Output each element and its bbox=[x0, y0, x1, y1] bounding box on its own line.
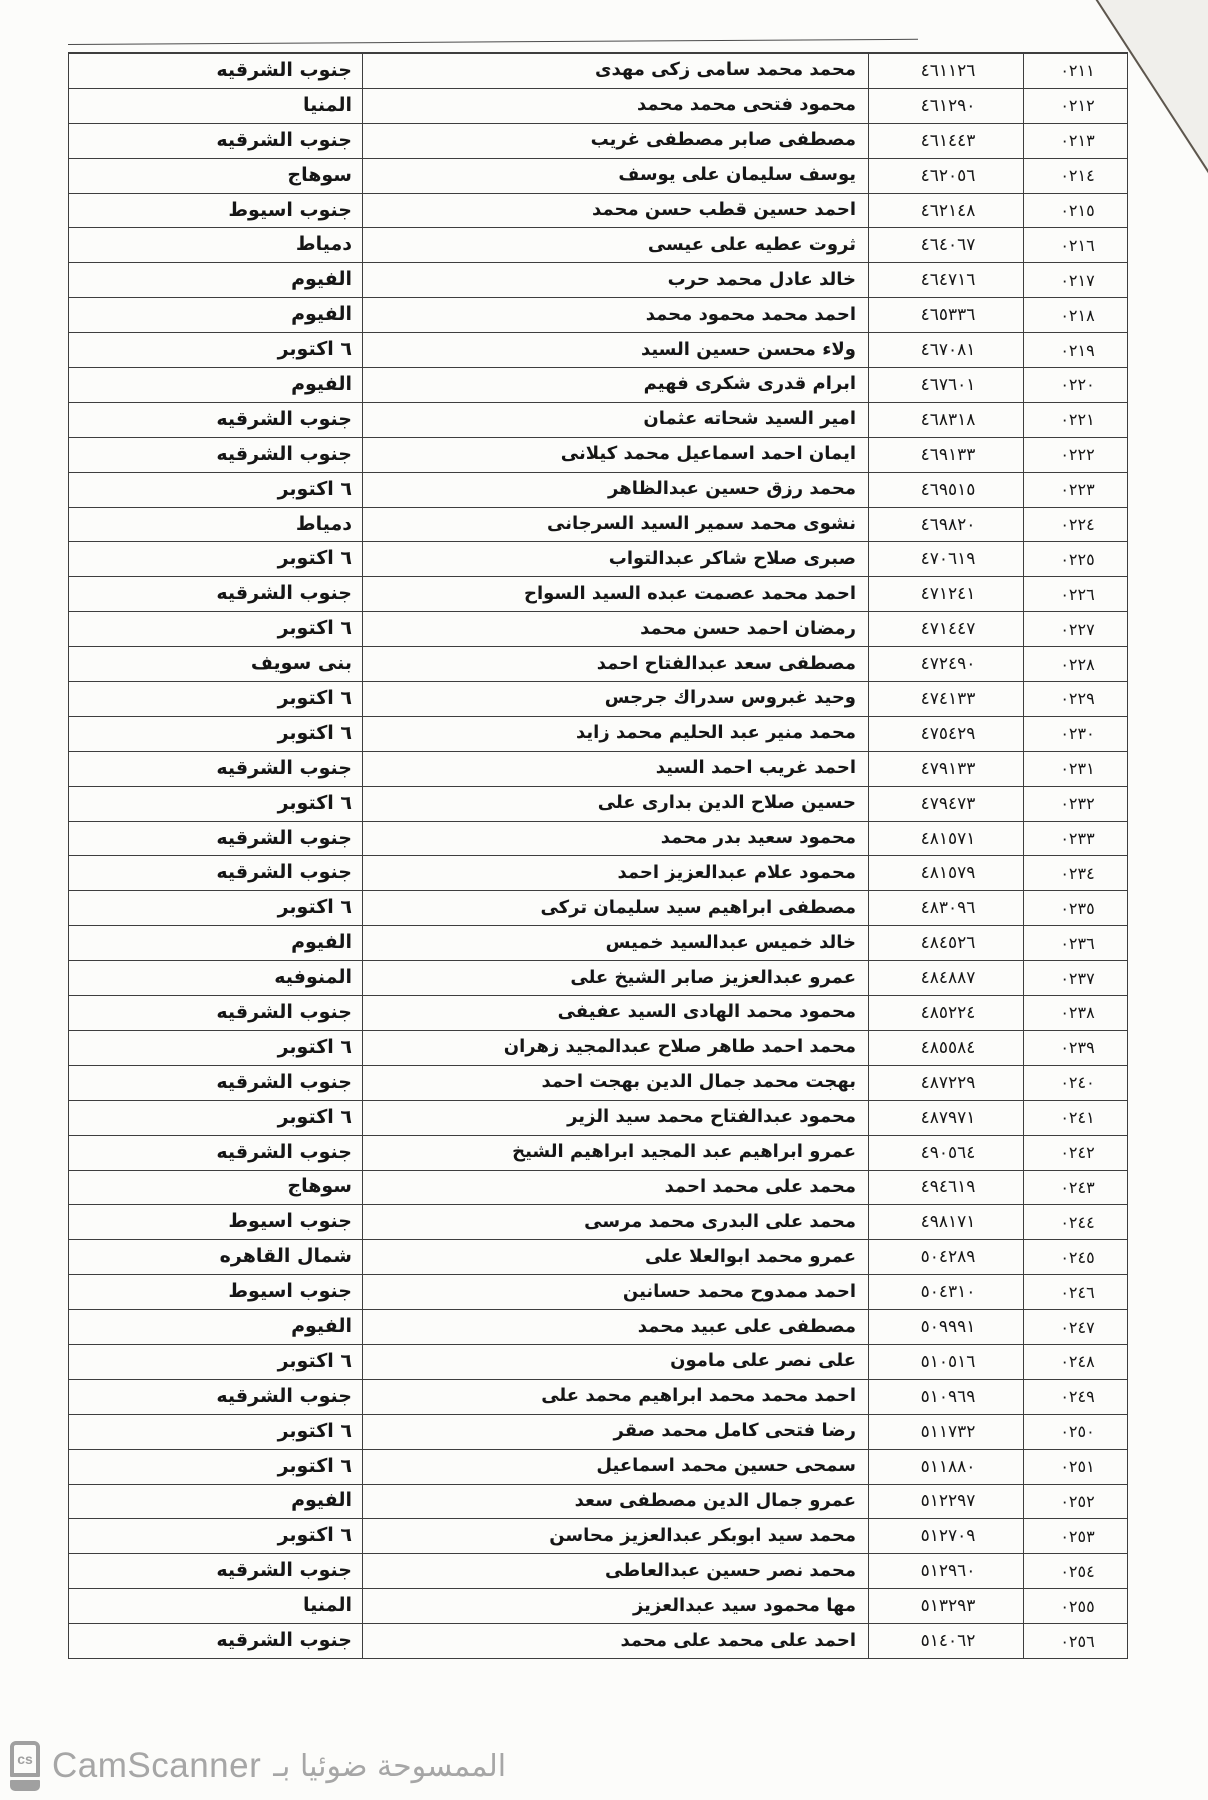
cell-name: محمود محمد الهادى السيد عفيفى bbox=[362, 996, 868, 1031]
cell-id-number: ٤٧٩١٣٣ bbox=[868, 752, 1023, 787]
cell-region: ٦ اكتوبر bbox=[68, 473, 362, 508]
table-row bbox=[68, 1624, 1128, 1659]
cell-region: المنيا bbox=[68, 1589, 362, 1624]
cell-name: محمود سعيد بدر محمد bbox=[362, 822, 868, 857]
cell-name: احمد ممدوح محمد حسانين bbox=[362, 1275, 868, 1310]
cell-serial-number: ٠٢٢٦ bbox=[1023, 577, 1128, 612]
cell-serial-number: ٠٢٤١ bbox=[1023, 1101, 1128, 1136]
cell-region: جنوب الشرقيه bbox=[68, 577, 362, 612]
cell-name: محمد منير عبد الحليم محمد زايد bbox=[362, 717, 868, 752]
table-row bbox=[68, 647, 1128, 682]
cell-region: سوهاج bbox=[68, 1171, 362, 1206]
cell-name: ولاء محسن حسين السيد bbox=[362, 333, 868, 368]
cell-serial-number: ٠٢٥٠ bbox=[1023, 1415, 1128, 1450]
cell-id-number: ٤٦٤٠٦٧ bbox=[868, 228, 1023, 263]
table-row bbox=[68, 612, 1128, 647]
cell-id-number: ٤٧١٢٤١ bbox=[868, 577, 1023, 612]
cell-region: جنوب الشرقيه bbox=[68, 1624, 362, 1659]
cell-region: دمياط bbox=[68, 508, 362, 543]
cell-serial-number: ٠٢٣٧ bbox=[1023, 961, 1128, 996]
cell-serial-number: ٠٢٣٠ bbox=[1023, 717, 1128, 752]
cell-name: مها محمود سيد عبدالعزيز bbox=[362, 1589, 868, 1624]
table-row bbox=[68, 1380, 1128, 1415]
table-row bbox=[68, 577, 1128, 612]
table-row bbox=[68, 822, 1128, 857]
camscanner-watermark bbox=[10, 1738, 508, 1794]
cell-region: جنوب الشرقيه bbox=[68, 438, 362, 473]
cell-region: ٦ اكتوبر bbox=[68, 1519, 362, 1554]
cell-serial-number: ٠٢١٨ bbox=[1023, 298, 1128, 333]
cell-name: مصطفى على عبيد محمد bbox=[362, 1310, 868, 1345]
cell-id-number: ٤٨٧٢٢٩ bbox=[868, 1066, 1023, 1101]
cell-region: ٦ اكتوبر bbox=[68, 333, 362, 368]
cell-serial-number: ٠٢٢١ bbox=[1023, 403, 1128, 438]
cell-region: جنوب الشرقيه bbox=[68, 54, 362, 89]
cell-region: ٦ اكتوبر bbox=[68, 682, 362, 717]
cell-serial-number: ٠٢٢٢ bbox=[1023, 438, 1128, 473]
cell-id-number: ٤٩٤٦١٩ bbox=[868, 1171, 1023, 1206]
cell-region: دمياط bbox=[68, 228, 362, 263]
cell-id-number: ٤٦٢٠٥٦ bbox=[868, 159, 1023, 194]
table-row bbox=[68, 856, 1128, 891]
table-row bbox=[68, 228, 1128, 263]
cell-serial-number: ٠٢٤٧ bbox=[1023, 1310, 1128, 1345]
cell-serial-number: ٠٢١٣ bbox=[1023, 124, 1128, 159]
cell-name: احمد محمد عصمت عبده السيد السواح bbox=[362, 577, 868, 612]
cell-id-number: ٤٦٨٣١٨ bbox=[868, 403, 1023, 438]
cell-id-number: ٤٦٥٣٣٦ bbox=[868, 298, 1023, 333]
cell-name: احمد على محمد على محمد bbox=[362, 1624, 868, 1659]
cell-region: جنوب اسيوط bbox=[68, 1205, 362, 1240]
cell-id-number: ٥١٢٧٠٩ bbox=[868, 1519, 1023, 1554]
cell-name: خالد خميس عبدالسيد خميس bbox=[362, 926, 868, 961]
cell-id-number: ٤٨٣٠٩٦ bbox=[868, 891, 1023, 926]
cell-id-number: ٤٩٨١٧١ bbox=[868, 1205, 1023, 1240]
table-row bbox=[68, 403, 1128, 438]
cell-serial-number: ٠٢٥٥ bbox=[1023, 1589, 1128, 1624]
cell-serial-number: ٠٢١٢ bbox=[1023, 89, 1128, 124]
cell-serial-number: ٠٢١٦ bbox=[1023, 228, 1128, 263]
cell-region: جنوب الشرقيه bbox=[68, 124, 362, 159]
cell-id-number: ٤٩٠٥٦٤ bbox=[868, 1136, 1023, 1171]
table-row bbox=[68, 717, 1128, 752]
cell-serial-number: ٠٢٣٣ bbox=[1023, 822, 1128, 857]
cell-id-number: ٥١٠٩٦٩ bbox=[868, 1380, 1023, 1415]
cell-id-number: ٤٨٤٥٢٦ bbox=[868, 926, 1023, 961]
cell-region: ٦ اكتوبر bbox=[68, 612, 362, 647]
cell-name: ثروت عطيه على عيسى bbox=[362, 228, 868, 263]
table-row bbox=[68, 1485, 1128, 1520]
cell-name: محمود علام عبدالعزيز احمد bbox=[362, 856, 868, 891]
cell-id-number: ٥١٣٢٩٣ bbox=[868, 1589, 1023, 1624]
cell-region: الفيوم bbox=[68, 1485, 362, 1520]
cell-region: جنوب الشرقيه bbox=[68, 822, 362, 857]
cell-serial-number: ٠٢٤٠ bbox=[1023, 1066, 1128, 1101]
table-row bbox=[68, 1240, 1128, 1275]
cell-id-number: ٤٨٤٨٨٧ bbox=[868, 961, 1023, 996]
cell-region: جنوب الشرقيه bbox=[68, 403, 362, 438]
table-row bbox=[68, 124, 1128, 159]
table-row bbox=[68, 1554, 1128, 1589]
cell-region: ٦ اكتوبر bbox=[68, 891, 362, 926]
cell-id-number: ٤٨٧٩٧١ bbox=[868, 1101, 1023, 1136]
cell-id-number: ٤٦٩٥١٥ bbox=[868, 473, 1023, 508]
cell-name: خالد عادل محمد حرب bbox=[362, 263, 868, 298]
cell-serial-number: ٠٢٣٨ bbox=[1023, 996, 1128, 1031]
cell-name: امير السيد شحاته عثمان bbox=[362, 403, 868, 438]
cell-serial-number: ٠٢٥٢ bbox=[1023, 1485, 1128, 1520]
cell-serial-number: ٠٢١٧ bbox=[1023, 263, 1128, 298]
table-row bbox=[68, 194, 1128, 229]
cell-serial-number: ٠٢٥٦ bbox=[1023, 1624, 1128, 1659]
cell-serial-number: ٠٢٢٨ bbox=[1023, 647, 1128, 682]
cell-name: احمد غريب احمد السيد bbox=[362, 752, 868, 787]
cell-id-number: ٤٦٤٧١٦ bbox=[868, 263, 1023, 298]
cell-region: جنوب الشرقيه bbox=[68, 1066, 362, 1101]
cell-id-number: ٤٨٥٢٢٤ bbox=[868, 996, 1023, 1031]
cell-id-number: ٤٦٩١٣٣ bbox=[868, 438, 1023, 473]
cell-serial-number: ٠٢٢٣ bbox=[1023, 473, 1128, 508]
cell-serial-number: ٠٢٤٩ bbox=[1023, 1380, 1128, 1415]
table-row bbox=[68, 508, 1128, 543]
cell-region: سوهاج bbox=[68, 159, 362, 194]
cell-name: عمرو ابراهيم عبد المجيد ابراهيم الشيخ bbox=[362, 1136, 868, 1171]
cell-region: ٦ اكتوبر bbox=[68, 1415, 362, 1450]
cell-id-number: ٤٧١٤٤٧ bbox=[868, 612, 1023, 647]
table-row bbox=[68, 438, 1128, 473]
cell-name: محمد احمد طاهر صلاح عبدالمجيد زهران bbox=[362, 1031, 868, 1066]
table-row bbox=[68, 1310, 1128, 1345]
cell-serial-number: ٠٢٤٢ bbox=[1023, 1136, 1128, 1171]
table-row bbox=[68, 1066, 1128, 1101]
cell-id-number: ٤٦١١٢٦ bbox=[868, 54, 1023, 89]
table-row bbox=[68, 1101, 1128, 1136]
cell-region: ٦ اكتوبر bbox=[68, 1101, 362, 1136]
cell-name: محمد على البدرى محمد مرسى bbox=[362, 1205, 868, 1240]
cell-region: جنوب الشرقيه bbox=[68, 856, 362, 891]
cell-serial-number: ٠٢٣٥ bbox=[1023, 891, 1128, 926]
scanned-with-caption: الممسوحة ضوئيا بـ bbox=[273, 1748, 507, 1784]
table-row bbox=[68, 1031, 1128, 1066]
cell-id-number: ٥١١٧٣٢ bbox=[868, 1415, 1023, 1450]
cell-name: محمود فتحى محمد محمد bbox=[362, 89, 868, 124]
cell-id-number: ٤٦٩٨٢٠ bbox=[868, 508, 1023, 543]
cell-region: جنوب الشرقيه bbox=[68, 1136, 362, 1171]
cell-name: عمرو عبدالعزيز صابر الشيخ على bbox=[362, 961, 868, 996]
cell-name: على نصر على مامون bbox=[362, 1345, 868, 1380]
cell-region: ٦ اكتوبر bbox=[68, 542, 362, 577]
cell-region: جنوب اسيوط bbox=[68, 194, 362, 229]
cell-id-number: ٤٦٧٦٠١ bbox=[868, 368, 1023, 403]
table-row bbox=[68, 752, 1128, 787]
cell-serial-number: ٠٢٥٤ bbox=[1023, 1554, 1128, 1589]
cell-name: محمد على محمد احمد bbox=[362, 1171, 868, 1206]
cell-name: رضا فتحى كامل محمد صقر bbox=[362, 1415, 868, 1450]
cell-id-number: ٥٠٩٩٩١ bbox=[868, 1310, 1023, 1345]
cell-name: محمود عبدالفتاح محمد سيد الزير bbox=[362, 1101, 868, 1136]
cell-id-number: ٤٧٥٤٢٩ bbox=[868, 717, 1023, 752]
table-row bbox=[68, 1450, 1128, 1485]
cell-name: احمد محمد محمود محمد bbox=[362, 298, 868, 333]
table-row bbox=[68, 1205, 1128, 1240]
table-row bbox=[68, 89, 1128, 124]
table-row bbox=[68, 1589, 1128, 1624]
cell-id-number: ٤٦٢١٤٨ bbox=[868, 194, 1023, 229]
cell-name: بهجت محمد جمال الدين بهجت احمد bbox=[362, 1066, 868, 1101]
cell-serial-number: ٠٢٢٥ bbox=[1023, 542, 1128, 577]
table-row bbox=[68, 263, 1128, 298]
cell-id-number: ٥١١٨٨٠ bbox=[868, 1450, 1023, 1485]
cell-serial-number: ٠٢١٤ bbox=[1023, 159, 1128, 194]
cell-serial-number: ٠٢٢٤ bbox=[1023, 508, 1128, 543]
cell-name: حسين صلاح الدين بدارى على bbox=[362, 787, 868, 822]
cell-serial-number: ٠٢٥١ bbox=[1023, 1450, 1128, 1485]
cell-region: المنيا bbox=[68, 89, 362, 124]
table-row bbox=[68, 298, 1128, 333]
cell-id-number: ٤٧٠٦١٩ bbox=[868, 542, 1023, 577]
cell-name: مصطفى ابراهيم سيد سليمان تركى bbox=[362, 891, 868, 926]
camscanner-icon-letters: cs bbox=[10, 1741, 40, 1777]
table-row bbox=[68, 1519, 1128, 1554]
camscanner-icon-base bbox=[10, 1780, 40, 1791]
cell-serial-number: ٠٢٤٨ bbox=[1023, 1345, 1128, 1380]
cell-serial-number: ٠٢٤٤ bbox=[1023, 1205, 1128, 1240]
cell-region: ٦ اكتوبر bbox=[68, 1345, 362, 1380]
cell-region: الفيوم bbox=[68, 926, 362, 961]
cell-serial-number: ٠٢١١ bbox=[1023, 54, 1128, 89]
table-row bbox=[68, 54, 1128, 89]
cell-serial-number: ٠٢١٥ bbox=[1023, 194, 1128, 229]
cell-region: جنوب اسيوط bbox=[68, 1275, 362, 1310]
cell-serial-number: ٠٢٣٩ bbox=[1023, 1031, 1128, 1066]
cell-name: رمضان احمد حسن محمد bbox=[362, 612, 868, 647]
cell-name: محمد نصر حسين عبدالعاطى bbox=[362, 1554, 868, 1589]
cell-region: الفيوم bbox=[68, 368, 362, 403]
cell-name: سمحى حسين محمد اسماعيل bbox=[362, 1450, 868, 1485]
cell-serial-number: ٠٢٤٣ bbox=[1023, 1171, 1128, 1206]
table-row bbox=[68, 1275, 1128, 1310]
cell-serial-number: ٠٢٣٢ bbox=[1023, 787, 1128, 822]
cell-region: ٦ اكتوبر bbox=[68, 1031, 362, 1066]
table-row bbox=[68, 891, 1128, 926]
cell-id-number: ٤٨٥٥٨٤ bbox=[868, 1031, 1023, 1066]
table-row bbox=[68, 473, 1128, 508]
cell-name: احمد حسين قطب حسن محمد bbox=[362, 194, 868, 229]
cell-serial-number: ٠٢٢٠ bbox=[1023, 368, 1128, 403]
cell-region: جنوب الشرقيه bbox=[68, 1554, 362, 1589]
cell-id-number: ٤٦٧٠٨١ bbox=[868, 333, 1023, 368]
cell-name: مصطفى سعد عبدالفتاح احمد bbox=[362, 647, 868, 682]
cell-id-number: ٤٨١٥٧١ bbox=[868, 822, 1023, 857]
cell-serial-number: ٠٢٤٦ bbox=[1023, 1275, 1128, 1310]
cell-id-number: ٥٠٤٢٨٩ bbox=[868, 1240, 1023, 1275]
cell-id-number: ٤٦١٢٩٠ bbox=[868, 89, 1023, 124]
cell-id-number: ٥١٢٢٩٧ bbox=[868, 1485, 1023, 1520]
table-row bbox=[68, 961, 1128, 996]
cell-id-number: ٥١٤٠٦٢ bbox=[868, 1624, 1023, 1659]
cell-name: محمد رزق حسين عبدالظاهر bbox=[362, 473, 868, 508]
cell-name: صبرى صلاح شاكر عبدالتواب bbox=[362, 542, 868, 577]
cell-region: الفيوم bbox=[68, 298, 362, 333]
cell-region: المنوفيه bbox=[68, 961, 362, 996]
cell-id-number: ٤٦١٤٤٣ bbox=[868, 124, 1023, 159]
cell-name: نشوى محمد سمير السيد السرجانى bbox=[362, 508, 868, 543]
table-row bbox=[68, 1171, 1128, 1206]
camscanner-icon bbox=[10, 1741, 40, 1791]
cell-serial-number: ٠٢١٩ bbox=[1023, 333, 1128, 368]
cell-serial-number: ٠٢٢٩ bbox=[1023, 682, 1128, 717]
roster-table-body bbox=[68, 54, 1128, 1659]
cell-region: شمال القاهره bbox=[68, 1240, 362, 1275]
cell-name: عمرو جمال الدين مصطفى سعد bbox=[362, 1485, 868, 1520]
cell-name: عمرو محمد ابوالعلا على bbox=[362, 1240, 868, 1275]
cell-region: الفيوم bbox=[68, 263, 362, 298]
cell-name: ابرام قدرى شكرى فهيم bbox=[362, 368, 868, 403]
cell-id-number: ٥١٢٩٦٠ bbox=[868, 1554, 1023, 1589]
cell-id-number: ٥١٠٥١٦ bbox=[868, 1345, 1023, 1380]
cell-name: وحيد غبروس سدراك جرجس bbox=[362, 682, 868, 717]
table-row bbox=[68, 996, 1128, 1031]
cell-region: جنوب الشرقيه bbox=[68, 752, 362, 787]
cell-id-number: ٤٧٤١٣٣ bbox=[868, 682, 1023, 717]
cell-region: الفيوم bbox=[68, 1310, 362, 1345]
cell-serial-number: ٠٢٣٤ bbox=[1023, 856, 1128, 891]
cell-serial-number: ٠٢٥٣ bbox=[1023, 1519, 1128, 1554]
cell-name: محمد سيد ابوبكر عبدالعزيز محاسن bbox=[362, 1519, 868, 1554]
cell-region: جنوب الشرقيه bbox=[68, 996, 362, 1031]
roster-table bbox=[68, 52, 1128, 1659]
cell-name: ايمان احمد اسماعيل محمد كيلانى bbox=[362, 438, 868, 473]
cell-name: احمد محمد محمد ابراهيم محمد على bbox=[362, 1380, 868, 1415]
table-row bbox=[68, 368, 1128, 403]
table-row bbox=[68, 926, 1128, 961]
table-row bbox=[68, 1345, 1128, 1380]
cell-name: يوسف سليمان على يوسف bbox=[362, 159, 868, 194]
table-row bbox=[68, 787, 1128, 822]
cell-serial-number: ٠٢٢٧ bbox=[1023, 612, 1128, 647]
cell-serial-number: ٠٢٤٥ bbox=[1023, 1240, 1128, 1275]
cell-region: بنى سويف bbox=[68, 647, 362, 682]
cell-name: محمد محمد سامى زكى مهدى bbox=[362, 54, 868, 89]
cell-region: ٦ اكتوبر bbox=[68, 717, 362, 752]
cell-id-number: ٤٨١٥٧٩ bbox=[868, 856, 1023, 891]
cell-region: جنوب الشرقيه bbox=[68, 1380, 362, 1415]
cell-id-number: ٤٧٩٤٧٣ bbox=[868, 787, 1023, 822]
table-row bbox=[68, 1415, 1128, 1450]
table-row bbox=[68, 333, 1128, 368]
cell-region: ٦ اكتوبر bbox=[68, 1450, 362, 1485]
cell-id-number: ٥٠٤٣١٠ bbox=[868, 1275, 1023, 1310]
table-row bbox=[68, 1136, 1128, 1171]
camscanner-brand-text: CamScanner bbox=[52, 1746, 262, 1785]
cell-serial-number: ٠٢٣٦ bbox=[1023, 926, 1128, 961]
cropped-row-remnant-line bbox=[68, 39, 918, 45]
cell-name: مصطفى صابر مصطفى غريب bbox=[362, 124, 868, 159]
cell-id-number: ٤٧٢٤٩٠ bbox=[868, 647, 1023, 682]
cell-region: ٦ اكتوبر bbox=[68, 787, 362, 822]
table-row bbox=[68, 542, 1128, 577]
table-row bbox=[68, 159, 1128, 194]
cell-serial-number: ٠٢٣١ bbox=[1023, 752, 1128, 787]
table-row bbox=[68, 682, 1128, 717]
